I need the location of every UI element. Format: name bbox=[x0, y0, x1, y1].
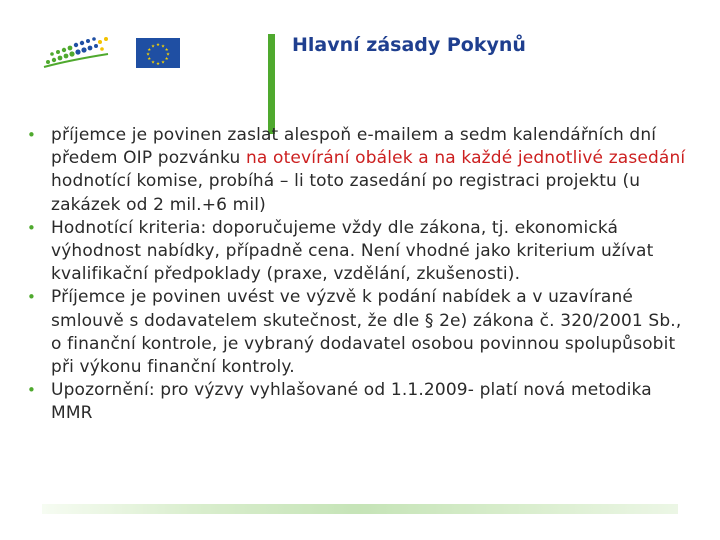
list-item bbox=[27, 286, 697, 379]
svg-text:★: ★ bbox=[160, 44, 166, 50]
bullet-text: Upozornění: pro výzvy vyhlašované od 1.1.2009- platí nová metodika MMR bbox=[51, 380, 652, 424]
bullet-text: Hodnotící kriteria: doporučujeme vždy dle zákona, tj. ekonomická výhodnost nabídky, případně cena. Není vhodné jako kriterium užívat kvalifikační předpoklady (praxe, vzdělání, zkušenosti). bbox=[51, 217, 654, 285]
bullet-highlight: na otevírání obálek a na každé jednotlivé zasedání bbox=[246, 148, 686, 169]
svg-text:★: ★ bbox=[147, 48, 152, 53]
bullet-text: Příjemce je povinen uvést ve výzvě k podání nabídek a v uzavírané smlouvě s dodavatelem skutečnost, že dle § 2e) zákona č. 320/2001 Sb., o finanční kontrole, je vybraný dodavatel osobou povinnou spolupůsobit při výkonu finanční kontroly. bbox=[51, 287, 682, 378]
bullet-icon: • bbox=[27, 381, 36, 400]
structural-funds-logo bbox=[40, 34, 112, 70]
svg-text:★: ★ bbox=[150, 44, 156, 50]
bullet-text: příjemce je povinen zaslat alespoň e-mailem a sedm kalendářních dní předem OIP pozvánku bbox=[51, 125, 657, 169]
svg-text:★: ★ bbox=[160, 60, 166, 66]
svg-text:★: ★ bbox=[155, 43, 161, 48]
svg-text:★: ★ bbox=[150, 60, 156, 66]
bullet-text: hodnotící komise, probíhá – li toto zasedání po registraci projektu (u zakázek od 2 mil.+6 mil) bbox=[51, 171, 641, 215]
bullet-icon: • bbox=[27, 126, 36, 144]
footer-decoration bbox=[42, 504, 678, 514]
title-accent-bar bbox=[268, 34, 275, 134]
svg-text:★: ★ bbox=[164, 48, 169, 53]
list-item bbox=[27, 379, 697, 425]
bullet-icon: • bbox=[27, 218, 36, 237]
svg-text:★: ★ bbox=[165, 52, 171, 58]
page-title: Hlavní zásady Pokynů bbox=[292, 34, 526, 56]
svg-text:★: ★ bbox=[147, 57, 152, 62]
bullet-icon: • bbox=[27, 288, 36, 307]
svg-text:★: ★ bbox=[155, 62, 161, 67]
list-item bbox=[27, 217, 697, 287]
eu-flag-logo bbox=[136, 38, 180, 68]
svg-text:★: ★ bbox=[164, 57, 169, 62]
bullet-list bbox=[27, 124, 697, 426]
list-item bbox=[27, 124, 697, 217]
svg-text:★: ★ bbox=[145, 52, 151, 58]
